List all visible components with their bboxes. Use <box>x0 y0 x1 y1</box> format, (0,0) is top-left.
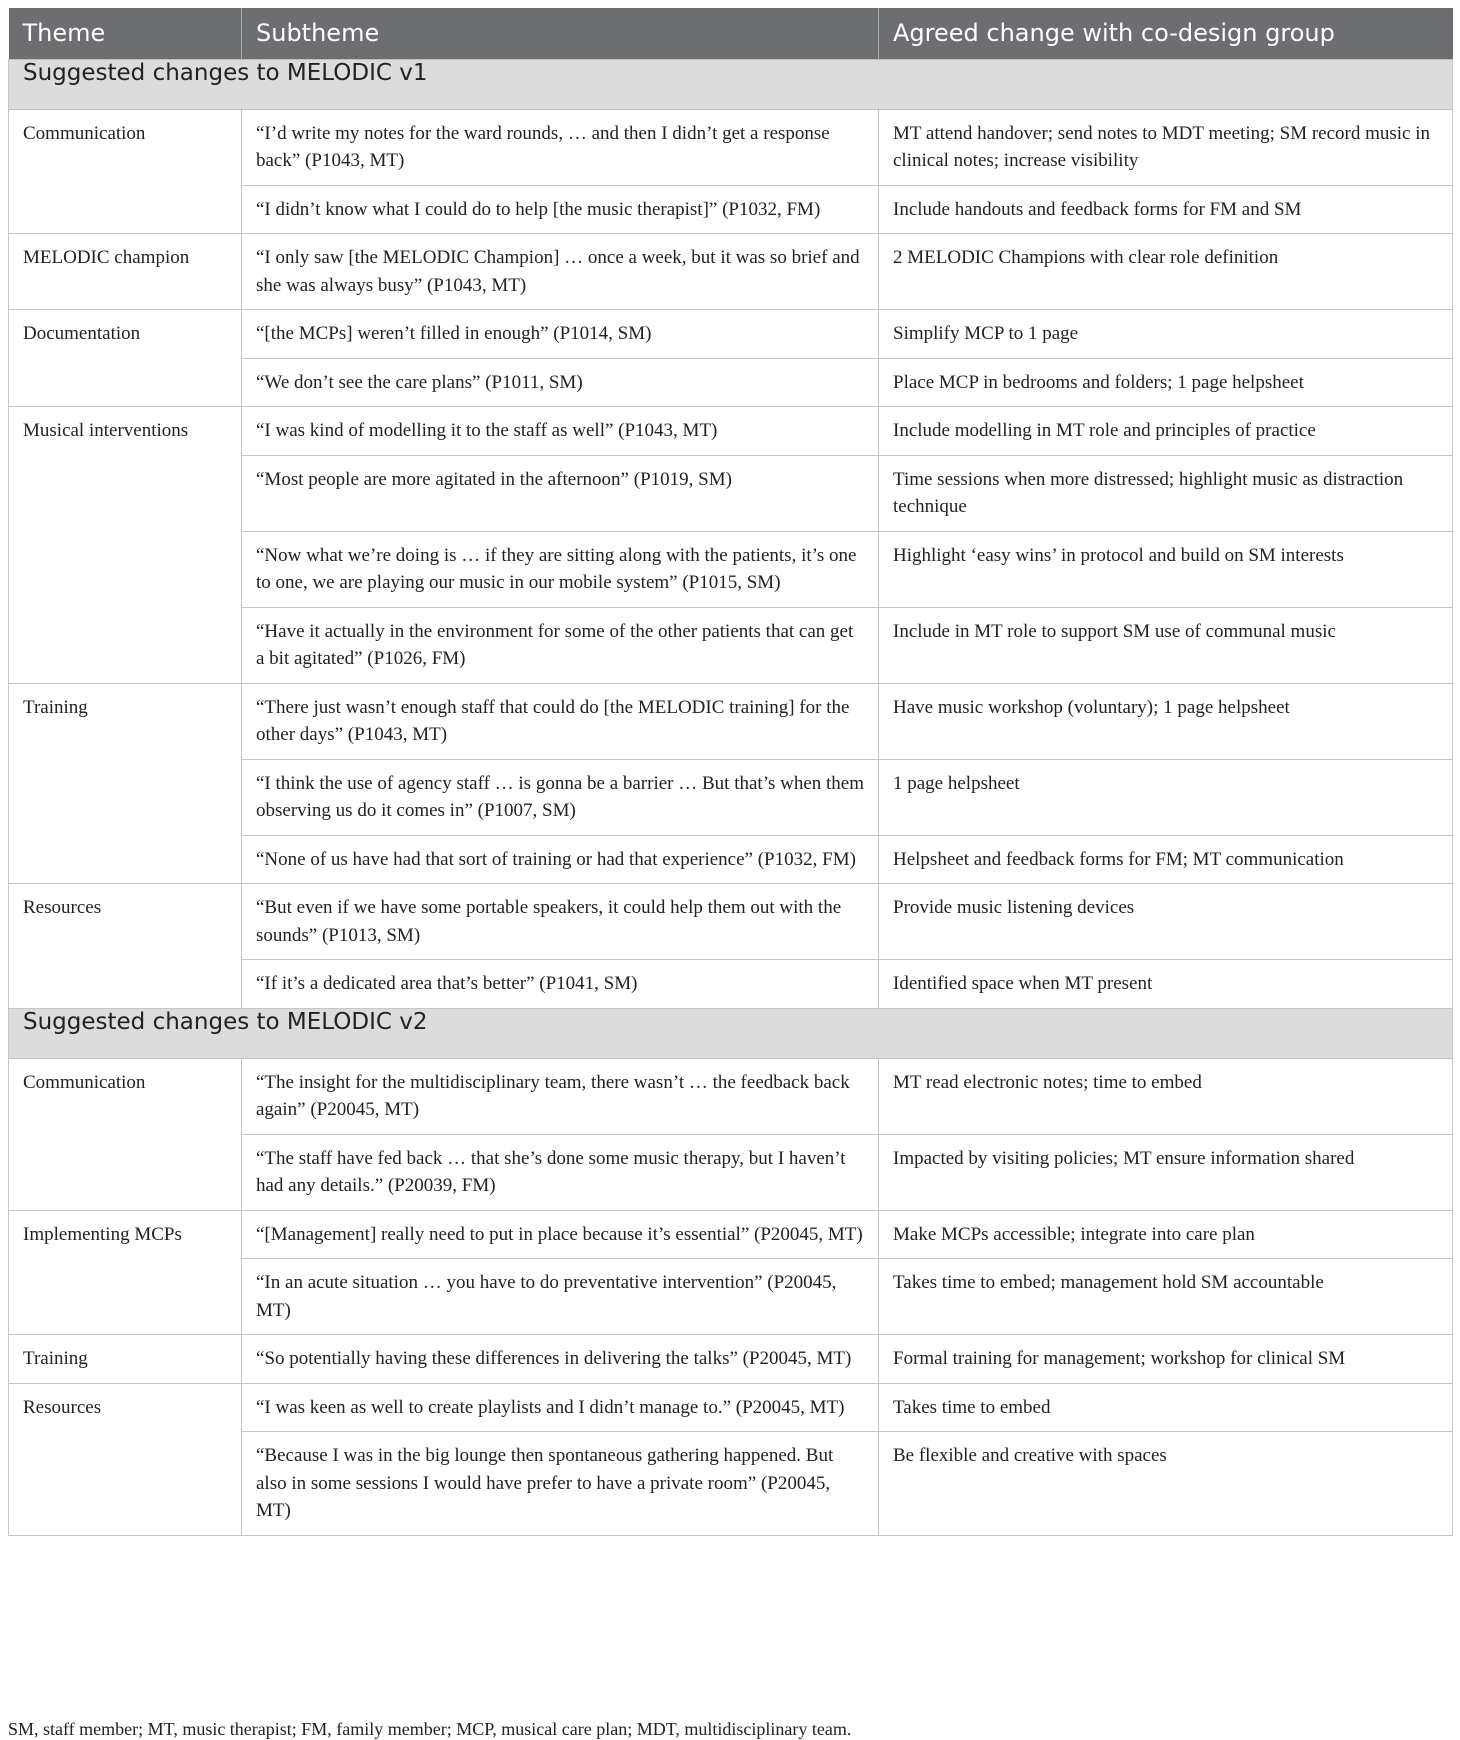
header-theme: Theme <box>9 8 242 59</box>
theme-cell: Communication <box>9 1058 242 1210</box>
header-subtheme: Subtheme <box>242 8 879 59</box>
subtheme-quote-cell: “But even if we have some portable speakers, it could help them out with the sounds” (P1013, SM) <box>242 884 879 960</box>
theme-cell: Communication <box>9 109 242 234</box>
table-row <box>9 310 1453 359</box>
table-footnote: SM, staff member; MT, music therapist; FM, family member; MCP, musical care plan; MDT, multidisciplinary team. <box>8 1719 852 1739</box>
theme-cell: Training <box>9 1335 242 1384</box>
section-title: Suggested changes to MELODIC v1 <box>9 59 1453 109</box>
agreed-change-cell: MT read electronic notes; time to embed <box>879 1058 1453 1134</box>
subtheme-quote-cell: “Most people are more agitated in the afternoon” (P1019, SM) <box>242 455 879 531</box>
agreed-change-cell: Identified space when MT present <box>879 960 1453 1009</box>
agreed-change-cell: Impacted by visiting policies; MT ensure information shared <box>879 1134 1453 1210</box>
subtheme-quote-cell: “[the MCPs] weren’t filled in enough” (P1014, SM) <box>242 310 879 359</box>
section-row <box>9 1008 1453 1058</box>
agreed-change-cell: Simplify MCP to 1 page <box>879 310 1453 359</box>
agreed-change-cell: Make MCPs accessible; integrate into care plan <box>879 1210 1453 1259</box>
subtheme-quote-cell: “I only saw [the MELODIC Champion] … once a week, but it was so brief and she was always busy” (P1043, MT) <box>242 234 879 310</box>
section-title: Suggested changes to MELODIC v2 <box>9 1008 1453 1058</box>
subtheme-quote-cell: “There just wasn’t enough staff that could do [the MELODIC training] for the other days” (P1043, MT) <box>242 683 879 759</box>
table-row <box>9 1335 1453 1384</box>
subtheme-quote-cell: “Because I was in the big lounge then spontaneous gathering happened. But also in some sessions I would have prefer to have a private room” (P20045, MT) <box>242 1432 879 1536</box>
theme-cell: Resources <box>9 1383 242 1535</box>
subtheme-quote-cell: “In an acute situation … you have to do preventative intervention” (P20045, MT) <box>242 1259 879 1335</box>
theme-cell: Training <box>9 683 242 884</box>
table-row <box>9 234 1453 310</box>
agreed-change-cell: Place MCP in bedrooms and folders; 1 page helpsheet <box>879 358 1453 407</box>
themes-table <box>8 8 1453 1536</box>
subtheme-quote-cell: “I’d write my notes for the ward rounds, … and then I didn’t get a response back” (P1043, MT) <box>242 109 879 185</box>
agreed-change-cell: Time sessions when more distressed; highlight music as distraction technique <box>879 455 1453 531</box>
agreed-change-cell: Helpsheet and feedback forms for FM; MT communication <box>879 835 1453 884</box>
agreed-change-cell: Takes time to embed; management hold SM accountable <box>879 1259 1453 1335</box>
table-row <box>9 109 1453 185</box>
subtheme-quote-cell: “Have it actually in the environment for some of the other patients that can get a bit agitated” (P1026, FM) <box>242 607 879 683</box>
subtheme-quote-cell: “I didn’t know what I could do to help [the music therapist]” (P1032, FM) <box>242 185 879 234</box>
agreed-change-cell: Formal training for management; workshop for clinical SM <box>879 1335 1453 1384</box>
theme-cell: Resources <box>9 884 242 1009</box>
agreed-change-cell: Include modelling in MT role and principles of practice <box>879 407 1453 456</box>
table-row <box>9 683 1453 759</box>
subtheme-quote-cell: “The insight for the multidisciplinary team, there wasn’t … the feedback back again” (P20045, MT) <box>242 1058 879 1134</box>
subtheme-quote-cell: “We don’t see the care plans” (P1011, SM) <box>242 358 879 407</box>
subtheme-quote-cell: “None of us have had that sort of training or had that experience” (P1032, FM) <box>242 835 879 884</box>
subtheme-quote-cell: “If it’s a dedicated area that’s better” (P1041, SM) <box>242 960 879 1009</box>
table-row <box>9 407 1453 456</box>
section-row <box>9 59 1453 109</box>
table-body <box>9 59 1453 1535</box>
agreed-change-cell: Highlight ‘easy wins’ in protocol and build on SM interests <box>879 531 1453 607</box>
subtheme-quote-cell: “I was kind of modelling it to the staff as well” (P1043, MT) <box>242 407 879 456</box>
agreed-change-cell: Have music workshop (voluntary); 1 page helpsheet <box>879 683 1453 759</box>
subtheme-quote-cell: “I was keen as well to create playlists and I didn’t manage to.” (P20045, MT) <box>242 1383 879 1432</box>
theme-cell: MELODIC champion <box>9 234 242 310</box>
subtheme-quote-cell: “[Management] really need to put in place because it’s essential” (P20045, MT) <box>242 1210 879 1259</box>
subtheme-quote-cell: “So potentially having these differences in delivering the talks” (P20045, MT) <box>242 1335 879 1384</box>
agreed-change-cell: Provide music listening devices <box>879 884 1453 960</box>
agreed-change-cell: Takes time to embed <box>879 1383 1453 1432</box>
agreed-change-cell: 1 page helpsheet <box>879 759 1453 835</box>
agreed-change-cell: Include handouts and feedback forms for FM and SM <box>879 185 1453 234</box>
theme-cell: Musical interventions <box>9 407 242 684</box>
table-container <box>8 8 1452 1739</box>
agreed-change-cell: MT attend handover; send notes to MDT meeting; SM record music in clinical notes; increase visibility <box>879 109 1453 185</box>
theme-cell: Implementing MCPs <box>9 1210 242 1335</box>
table-row <box>9 1383 1453 1432</box>
subtheme-quote-cell: “Now what we’re doing is … if they are sitting along with the patients, it’s one to one, we are playing our music in our mobile system” (P1015, SM) <box>242 531 879 607</box>
agreed-change-cell: Include in MT role to support SM use of communal music <box>879 607 1453 683</box>
table-row <box>9 1058 1453 1134</box>
agreed-change-cell: Be flexible and creative with spaces <box>879 1432 1453 1536</box>
agreed-change-cell: 2 MELODIC Champions with clear role definition <box>879 234 1453 310</box>
subtheme-quote-cell: “I think the use of agency staff … is gonna be a barrier … But that’s when them observing us do it comes in” (P1007, SM) <box>242 759 879 835</box>
table-row <box>9 1210 1453 1259</box>
theme-cell: Documentation <box>9 310 242 407</box>
subtheme-quote-cell: “The staff have fed back … that she’s done some music therapy, but I haven’t had any details.” (P20039, FM) <box>242 1134 879 1210</box>
table-row <box>9 884 1453 960</box>
header-agreed-change: Agreed change with co-design group <box>879 8 1453 59</box>
table-header <box>9 8 1453 59</box>
